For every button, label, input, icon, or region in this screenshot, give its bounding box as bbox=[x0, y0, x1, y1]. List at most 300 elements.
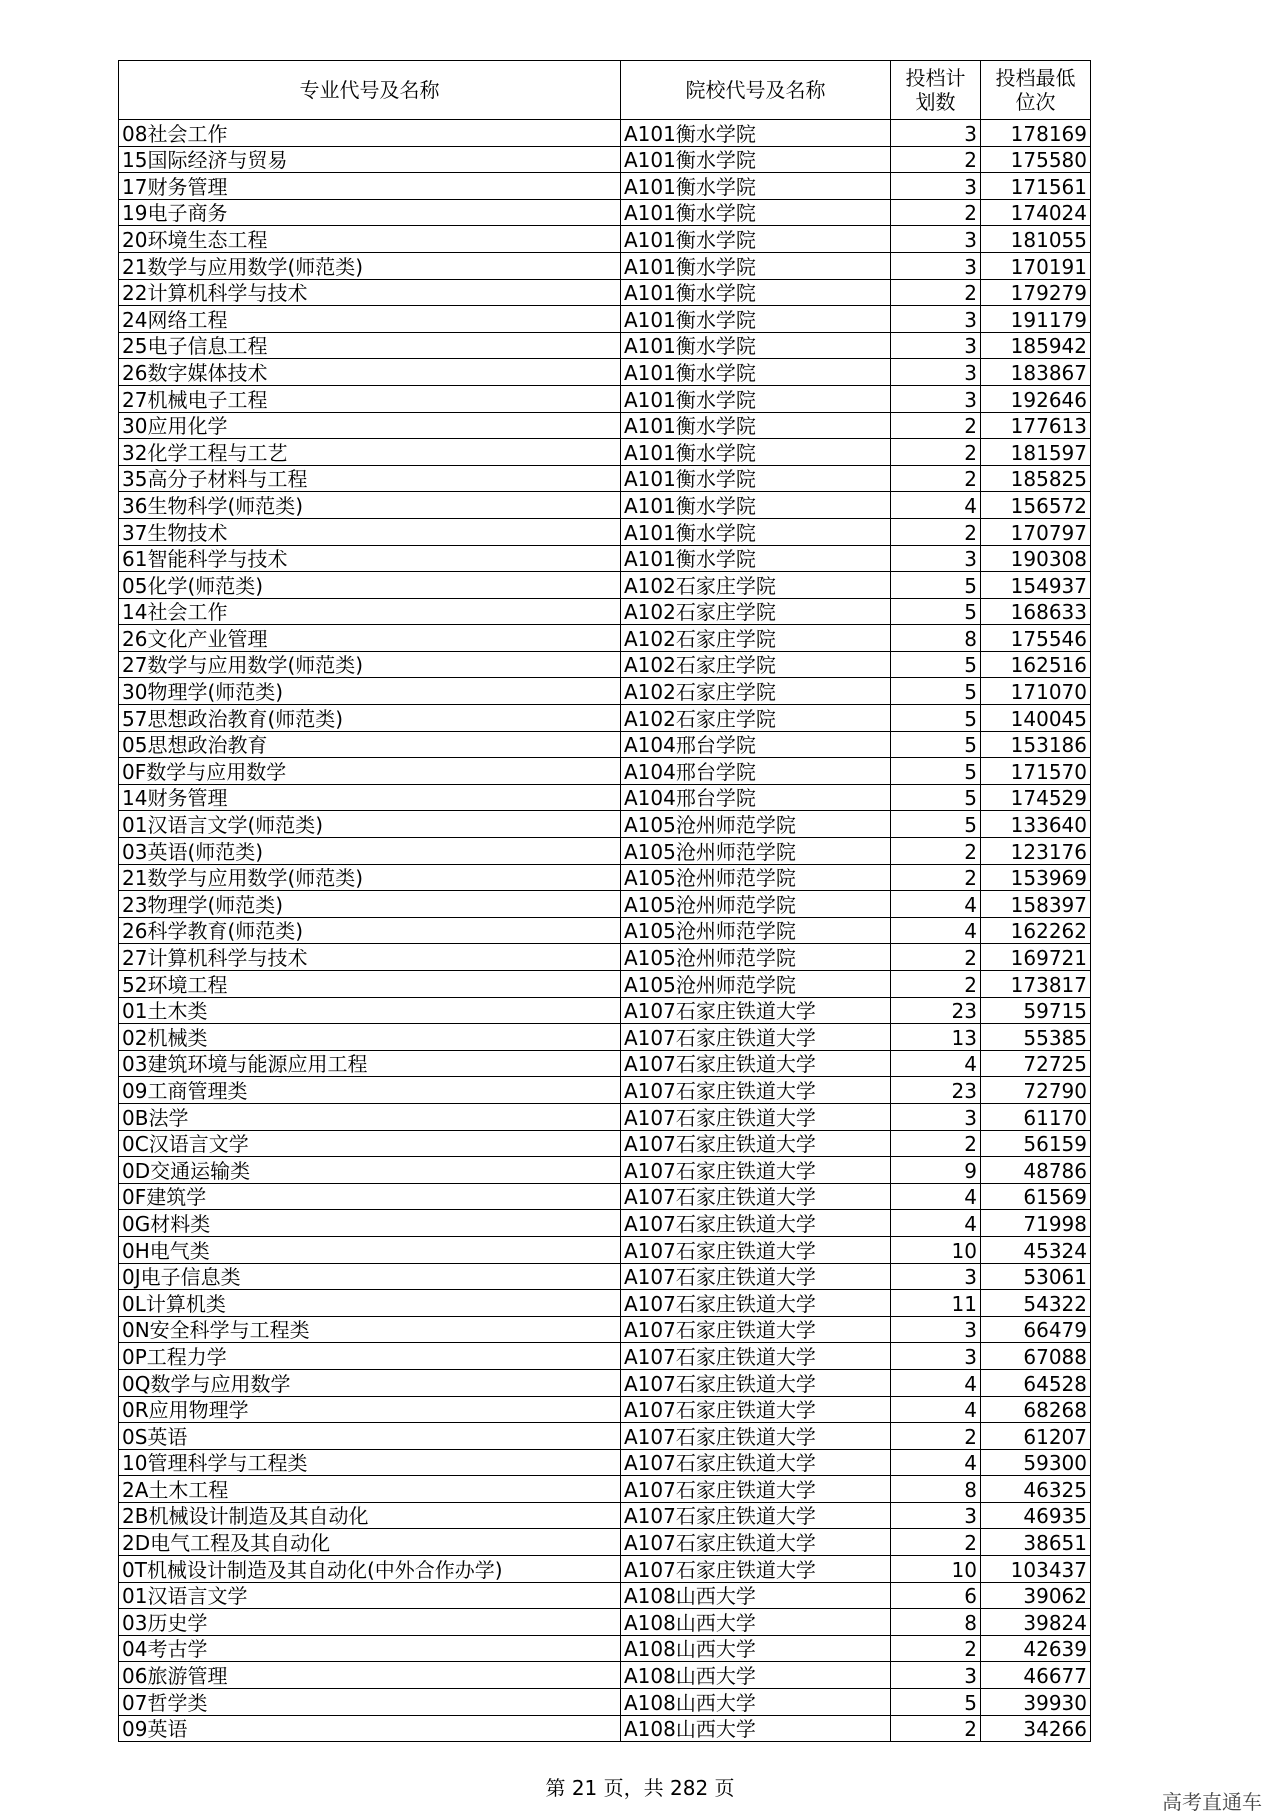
cell-min-rank: 158397 bbox=[981, 891, 1091, 918]
cell-major: 27数学与应用数学(师范类) bbox=[119, 651, 621, 678]
cell-plan-count: 2 bbox=[891, 944, 981, 971]
cell-school: A101衡水学院 bbox=[621, 199, 891, 226]
cell-plan-count: 2 bbox=[891, 1715, 981, 1742]
cell-min-rank: 185825 bbox=[981, 465, 1091, 492]
cell-min-rank: 46677 bbox=[981, 1662, 1091, 1689]
cell-major: 17财务管理 bbox=[119, 173, 621, 200]
cell-major: 01土木类 bbox=[119, 997, 621, 1024]
cell-major: 10管理科学与工程类 bbox=[119, 1449, 621, 1476]
cell-min-rank: 68268 bbox=[981, 1396, 1091, 1423]
cell-plan-count: 2 bbox=[891, 1529, 981, 1556]
cell-school: A104邢台学院 bbox=[621, 758, 891, 785]
header-plan-count bbox=[891, 61, 981, 120]
cell-school: A107石家庄铁道大学 bbox=[621, 1423, 891, 1450]
table-row bbox=[119, 120, 1091, 147]
cell-major: 2D电气工程及其自动化 bbox=[119, 1529, 621, 1556]
cell-school: A102石家庄学院 bbox=[621, 572, 891, 599]
cell-school: A101衡水学院 bbox=[621, 545, 891, 572]
cell-school: A107石家庄铁道大学 bbox=[621, 1157, 891, 1184]
cell-major: 05化学(师范类) bbox=[119, 572, 621, 599]
cell-min-rank: 177613 bbox=[981, 412, 1091, 439]
cell-min-rank: 181597 bbox=[981, 439, 1091, 466]
cell-school: A107石家庄铁道大学 bbox=[621, 1050, 891, 1077]
table-row bbox=[119, 332, 1091, 359]
cell-plan-count: 4 bbox=[891, 891, 981, 918]
cell-major: 03历史学 bbox=[119, 1609, 621, 1636]
cell-school: A101衡水学院 bbox=[621, 120, 891, 147]
cell-major: 0C汉语言文学 bbox=[119, 1130, 621, 1157]
admission-table-container bbox=[118, 60, 1090, 1742]
cell-plan-count: 4 bbox=[891, 1449, 981, 1476]
cell-plan-count: 5 bbox=[891, 811, 981, 838]
cell-plan-count: 3 bbox=[891, 1662, 981, 1689]
table-row bbox=[119, 1077, 1091, 1104]
cell-min-rank: 66479 bbox=[981, 1316, 1091, 1343]
cell-school: A108山西大学 bbox=[621, 1609, 891, 1636]
table-row bbox=[119, 678, 1091, 705]
table-row bbox=[119, 1556, 1091, 1583]
cell-min-rank: 154937 bbox=[981, 572, 1091, 599]
cell-school: A104邢台学院 bbox=[621, 784, 891, 811]
cell-min-rank: 181055 bbox=[981, 226, 1091, 253]
table-row bbox=[119, 1609, 1091, 1636]
cell-min-rank: 153186 bbox=[981, 731, 1091, 758]
cell-major: 06旅游管理 bbox=[119, 1662, 621, 1689]
cell-major: 09工商管理类 bbox=[119, 1077, 621, 1104]
table-row bbox=[119, 359, 1091, 386]
cell-major: 0R应用物理学 bbox=[119, 1396, 621, 1423]
cell-major: 07哲学类 bbox=[119, 1689, 621, 1716]
cell-min-rank: 56159 bbox=[981, 1130, 1091, 1157]
cell-major: 0N安全科学与工程类 bbox=[119, 1316, 621, 1343]
cell-school: A108山西大学 bbox=[621, 1689, 891, 1716]
cell-major: 21数学与应用数学(师范类) bbox=[119, 864, 621, 891]
cell-school: A107石家庄铁道大学 bbox=[621, 1529, 891, 1556]
cell-plan-count: 2 bbox=[891, 1635, 981, 1662]
cell-min-rank: 61569 bbox=[981, 1183, 1091, 1210]
cell-plan-count: 2 bbox=[891, 518, 981, 545]
cell-school: A102石家庄学院 bbox=[621, 705, 891, 732]
cell-school: A101衡水学院 bbox=[621, 412, 891, 439]
cell-major: 09英语 bbox=[119, 1715, 621, 1742]
cell-min-rank: 162262 bbox=[981, 917, 1091, 944]
header-min-rank-label: 投档最低 位次 bbox=[995, 66, 1076, 114]
cell-major: 0D交通运输类 bbox=[119, 1157, 621, 1184]
cell-min-rank: 71998 bbox=[981, 1210, 1091, 1237]
cell-school: A108山西大学 bbox=[621, 1635, 891, 1662]
cell-school: A101衡水学院 bbox=[621, 226, 891, 253]
cell-school: A102石家庄学院 bbox=[621, 598, 891, 625]
cell-min-rank: 48786 bbox=[981, 1157, 1091, 1184]
cell-major: 0H电气类 bbox=[119, 1236, 621, 1263]
table-row bbox=[119, 1715, 1091, 1742]
cell-plan-count: 3 bbox=[891, 226, 981, 253]
table-row bbox=[119, 279, 1091, 306]
cell-major: 04考古学 bbox=[119, 1635, 621, 1662]
cell-min-rank: 175546 bbox=[981, 625, 1091, 652]
table-row bbox=[119, 1449, 1091, 1476]
cell-major: 35高分子材料与工程 bbox=[119, 465, 621, 492]
cell-min-rank: 61170 bbox=[981, 1103, 1091, 1130]
table-row bbox=[119, 1476, 1091, 1503]
cell-major: 02机械类 bbox=[119, 1024, 621, 1051]
cell-major: 26文化产业管理 bbox=[119, 625, 621, 652]
cell-major: 0J电子信息类 bbox=[119, 1263, 621, 1290]
table-row bbox=[119, 385, 1091, 412]
table-row bbox=[119, 1635, 1091, 1662]
cell-plan-count: 4 bbox=[891, 1369, 981, 1396]
cell-plan-count: 3 bbox=[891, 545, 981, 572]
cell-plan-count: 2 bbox=[891, 971, 981, 998]
cell-min-rank: 174024 bbox=[981, 199, 1091, 226]
cell-plan-count: 4 bbox=[891, 1183, 981, 1210]
cell-school: A107石家庄铁道大学 bbox=[621, 1183, 891, 1210]
cell-min-rank: 191179 bbox=[981, 306, 1091, 333]
cell-plan-count: 5 bbox=[891, 705, 981, 732]
cell-major: 30应用化学 bbox=[119, 412, 621, 439]
header-school: 院校代号及名称 bbox=[621, 61, 891, 120]
table-row bbox=[119, 1529, 1091, 1556]
table-row bbox=[119, 971, 1091, 998]
cell-major: 01汉语言文学(师范类) bbox=[119, 811, 621, 838]
cell-school: A101衡水学院 bbox=[621, 173, 891, 200]
table-row bbox=[119, 1103, 1091, 1130]
cell-plan-count: 13 bbox=[891, 1024, 981, 1051]
cell-school: A101衡水学院 bbox=[621, 518, 891, 545]
cell-major: 0Q数学与应用数学 bbox=[119, 1369, 621, 1396]
cell-plan-count: 10 bbox=[891, 1236, 981, 1263]
cell-min-rank: 175580 bbox=[981, 146, 1091, 173]
table-row bbox=[119, 1316, 1091, 1343]
cell-school: A107石家庄铁道大学 bbox=[621, 1316, 891, 1343]
cell-school: A105沧州师范学院 bbox=[621, 944, 891, 971]
cell-major: 27计算机科学与技术 bbox=[119, 944, 621, 971]
cell-major: 23物理学(师范类) bbox=[119, 891, 621, 918]
cell-min-rank: 170797 bbox=[981, 518, 1091, 545]
cell-plan-count: 4 bbox=[891, 917, 981, 944]
cell-school: A107石家庄铁道大学 bbox=[621, 997, 891, 1024]
cell-min-rank: 168633 bbox=[981, 598, 1091, 625]
cell-school: A108山西大学 bbox=[621, 1662, 891, 1689]
cell-major: 03建筑环境与能源应用工程 bbox=[119, 1050, 621, 1077]
cell-min-rank: 53061 bbox=[981, 1263, 1091, 1290]
cell-min-rank: 171570 bbox=[981, 758, 1091, 785]
table-row bbox=[119, 226, 1091, 253]
cell-min-rank: 192646 bbox=[981, 385, 1091, 412]
cell-school: A102石家庄学院 bbox=[621, 625, 891, 652]
table-row bbox=[119, 1263, 1091, 1290]
cell-plan-count: 3 bbox=[891, 385, 981, 412]
cell-plan-count: 2 bbox=[891, 838, 981, 865]
cell-school: A102石家庄学院 bbox=[621, 651, 891, 678]
table-row bbox=[119, 1183, 1091, 1210]
cell-min-rank: 183867 bbox=[981, 359, 1091, 386]
table-row bbox=[119, 651, 1091, 678]
cell-major: 08社会工作 bbox=[119, 120, 621, 147]
cell-plan-count: 5 bbox=[891, 731, 981, 758]
cell-plan-count: 5 bbox=[891, 598, 981, 625]
cell-major: 25电子信息工程 bbox=[119, 332, 621, 359]
cell-school: A107石家庄铁道大学 bbox=[621, 1103, 891, 1130]
cell-plan-count: 8 bbox=[891, 1476, 981, 1503]
cell-min-rank: 123176 bbox=[981, 838, 1091, 865]
cell-min-rank: 34266 bbox=[981, 1715, 1091, 1742]
cell-plan-count: 2 bbox=[891, 465, 981, 492]
table-row bbox=[119, 811, 1091, 838]
cell-school: A101衡水学院 bbox=[621, 492, 891, 519]
cell-plan-count: 2 bbox=[891, 412, 981, 439]
cell-min-rank: 72725 bbox=[981, 1050, 1091, 1077]
cell-min-rank: 59300 bbox=[981, 1449, 1091, 1476]
table-row bbox=[119, 1423, 1091, 1450]
cell-min-rank: 103437 bbox=[981, 1556, 1091, 1583]
cell-plan-count: 4 bbox=[891, 492, 981, 519]
table-row bbox=[119, 1689, 1091, 1716]
cell-min-rank: 173817 bbox=[981, 971, 1091, 998]
cell-plan-count: 3 bbox=[891, 173, 981, 200]
cell-major: 01汉语言文学 bbox=[119, 1582, 621, 1609]
table-row bbox=[119, 518, 1091, 545]
cell-school: A105沧州师范学院 bbox=[621, 891, 891, 918]
watermark-text: 高考直通车 bbox=[1162, 1790, 1262, 1814]
cell-major: 0G材料类 bbox=[119, 1210, 621, 1237]
page-number: 第 21 页，共 282 页 bbox=[545, 1776, 735, 1800]
cell-min-rank: 59715 bbox=[981, 997, 1091, 1024]
cell-school: A107石家庄铁道大学 bbox=[621, 1396, 891, 1423]
cell-min-rank: 178169 bbox=[981, 120, 1091, 147]
cell-plan-count: 9 bbox=[891, 1157, 981, 1184]
cell-major: 22计算机科学与技术 bbox=[119, 279, 621, 306]
cell-major: 19电子商务 bbox=[119, 199, 621, 226]
cell-school: A101衡水学院 bbox=[621, 385, 891, 412]
cell-school: A101衡水学院 bbox=[621, 252, 891, 279]
cell-school: A101衡水学院 bbox=[621, 306, 891, 333]
table-body bbox=[119, 120, 1091, 1742]
cell-min-rank: 39824 bbox=[981, 1609, 1091, 1636]
cell-plan-count: 2 bbox=[891, 279, 981, 306]
table-row bbox=[119, 731, 1091, 758]
cell-school: A107石家庄铁道大学 bbox=[621, 1290, 891, 1317]
table-row bbox=[119, 146, 1091, 173]
cell-school: A105沧州师范学院 bbox=[621, 838, 891, 865]
cell-major: 27机械电子工程 bbox=[119, 385, 621, 412]
cell-major: 0P工程力学 bbox=[119, 1343, 621, 1370]
cell-plan-count: 5 bbox=[891, 678, 981, 705]
cell-major: 0F数学与应用数学 bbox=[119, 758, 621, 785]
cell-major: 05思想政治教育 bbox=[119, 731, 621, 758]
cell-school: A107石家庄铁道大学 bbox=[621, 1343, 891, 1370]
cell-plan-count: 3 bbox=[891, 252, 981, 279]
cell-plan-count: 11 bbox=[891, 1290, 981, 1317]
table-row bbox=[119, 1210, 1091, 1237]
cell-min-rank: 153969 bbox=[981, 864, 1091, 891]
cell-min-rank: 55385 bbox=[981, 1024, 1091, 1051]
cell-major: 20环境生态工程 bbox=[119, 226, 621, 253]
cell-min-rank: 42639 bbox=[981, 1635, 1091, 1662]
cell-plan-count: 8 bbox=[891, 625, 981, 652]
header-major: 专业代号及名称 bbox=[119, 61, 621, 120]
cell-school: A101衡水学院 bbox=[621, 465, 891, 492]
table-row bbox=[119, 1290, 1091, 1317]
table-row bbox=[119, 1369, 1091, 1396]
header-plan-count-label: 投档计 划数 bbox=[905, 66, 966, 114]
table-row bbox=[119, 864, 1091, 891]
cell-min-rank: 61207 bbox=[981, 1423, 1091, 1450]
table-row bbox=[119, 838, 1091, 865]
cell-school: A101衡水学院 bbox=[621, 359, 891, 386]
cell-major: 2B机械设计制造及其自动化 bbox=[119, 1502, 621, 1529]
cell-school: A104邢台学院 bbox=[621, 731, 891, 758]
table-row bbox=[119, 1157, 1091, 1184]
cell-min-rank: 64528 bbox=[981, 1369, 1091, 1396]
cell-plan-count: 23 bbox=[891, 1077, 981, 1104]
cell-school: A107石家庄铁道大学 bbox=[621, 1236, 891, 1263]
cell-school: A101衡水学院 bbox=[621, 439, 891, 466]
cell-plan-count: 2 bbox=[891, 1423, 981, 1450]
cell-school: A108山西大学 bbox=[621, 1582, 891, 1609]
cell-school: A107石家庄铁道大学 bbox=[621, 1130, 891, 1157]
cell-plan-count: 2 bbox=[891, 199, 981, 226]
cell-plan-count: 4 bbox=[891, 1050, 981, 1077]
cell-plan-count: 2 bbox=[891, 864, 981, 891]
cell-major: 0S英语 bbox=[119, 1423, 621, 1450]
table-row bbox=[119, 1343, 1091, 1370]
cell-major: 26数字媒体技术 bbox=[119, 359, 621, 386]
cell-plan-count: 4 bbox=[891, 1210, 981, 1237]
cell-school: A101衡水学院 bbox=[621, 279, 891, 306]
cell-plan-count: 3 bbox=[891, 1502, 981, 1529]
cell-school: A107石家庄铁道大学 bbox=[621, 1210, 891, 1237]
cell-plan-count: 5 bbox=[891, 784, 981, 811]
cell-school: A107石家庄铁道大学 bbox=[621, 1077, 891, 1104]
cell-plan-count: 5 bbox=[891, 758, 981, 785]
cell-major: 52环境工程 bbox=[119, 971, 621, 998]
table-header-row bbox=[119, 61, 1091, 120]
cell-plan-count: 3 bbox=[891, 1263, 981, 1290]
table-row bbox=[119, 1662, 1091, 1689]
table-row bbox=[119, 199, 1091, 226]
table-row bbox=[119, 891, 1091, 918]
cell-plan-count: 3 bbox=[891, 306, 981, 333]
cell-major: 0L计算机类 bbox=[119, 1290, 621, 1317]
cell-plan-count: 5 bbox=[891, 572, 981, 599]
cell-plan-count: 3 bbox=[891, 1316, 981, 1343]
table-row bbox=[119, 492, 1091, 519]
cell-school: A108山西大学 bbox=[621, 1715, 891, 1742]
table-row bbox=[119, 306, 1091, 333]
cell-plan-count: 8 bbox=[891, 1609, 981, 1636]
table-row bbox=[119, 545, 1091, 572]
table-row bbox=[119, 1502, 1091, 1529]
cell-school: A102石家庄学院 bbox=[621, 678, 891, 705]
cell-min-rank: 169721 bbox=[981, 944, 1091, 971]
cell-school: A107石家庄铁道大学 bbox=[621, 1369, 891, 1396]
cell-school: A107石家庄铁道大学 bbox=[621, 1476, 891, 1503]
cell-plan-count: 3 bbox=[891, 1343, 981, 1370]
cell-school: A105沧州师范学院 bbox=[621, 917, 891, 944]
table-row bbox=[119, 784, 1091, 811]
cell-major: 37生物技术 bbox=[119, 518, 621, 545]
cell-major: 61智能科学与技术 bbox=[119, 545, 621, 572]
table-row bbox=[119, 944, 1091, 971]
table-row bbox=[119, 173, 1091, 200]
table-row bbox=[119, 758, 1091, 785]
cell-major: 2A土木工程 bbox=[119, 1476, 621, 1503]
cell-min-rank: 38651 bbox=[981, 1529, 1091, 1556]
cell-plan-count: 3 bbox=[891, 1103, 981, 1130]
table-row bbox=[119, 1050, 1091, 1077]
cell-school: A107石家庄铁道大学 bbox=[621, 1263, 891, 1290]
cell-major: 21数学与应用数学(师范类) bbox=[119, 252, 621, 279]
cell-major: 14社会工作 bbox=[119, 598, 621, 625]
cell-major: 15国际经济与贸易 bbox=[119, 146, 621, 173]
cell-plan-count: 2 bbox=[891, 439, 981, 466]
cell-plan-count: 3 bbox=[891, 359, 981, 386]
table-row bbox=[119, 252, 1091, 279]
cell-major: 0T机械设计制造及其自动化(中外合作办学) bbox=[119, 1556, 621, 1583]
cell-plan-count: 3 bbox=[891, 332, 981, 359]
table-row bbox=[119, 412, 1091, 439]
cell-major: 14财务管理 bbox=[119, 784, 621, 811]
cell-major: 36生物科学(师范类) bbox=[119, 492, 621, 519]
cell-school: A101衡水学院 bbox=[621, 332, 891, 359]
header-min-rank bbox=[981, 61, 1091, 120]
cell-major: 03英语(师范类) bbox=[119, 838, 621, 865]
cell-school: A105沧州师范学院 bbox=[621, 971, 891, 998]
cell-min-rank: 46935 bbox=[981, 1502, 1091, 1529]
table-row bbox=[119, 1396, 1091, 1423]
cell-major: 57思想政治教育(师范类) bbox=[119, 705, 621, 732]
cell-major: 26科学教育(师范类) bbox=[119, 917, 621, 944]
table-row bbox=[119, 1024, 1091, 1051]
cell-school: A107石家庄铁道大学 bbox=[621, 1556, 891, 1583]
cell-major: 32化学工程与工艺 bbox=[119, 439, 621, 466]
cell-school: A105沧州师范学院 bbox=[621, 811, 891, 838]
cell-major: 24网络工程 bbox=[119, 306, 621, 333]
admission-table bbox=[118, 60, 1091, 1742]
cell-min-rank: 190308 bbox=[981, 545, 1091, 572]
cell-school: A107石家庄铁道大学 bbox=[621, 1024, 891, 1051]
table-row bbox=[119, 1582, 1091, 1609]
table-row bbox=[119, 572, 1091, 599]
cell-min-rank: 133640 bbox=[981, 811, 1091, 838]
cell-plan-count: 5 bbox=[891, 1689, 981, 1716]
cell-min-rank: 179279 bbox=[981, 279, 1091, 306]
table-row bbox=[119, 917, 1091, 944]
cell-school: A107石家庄铁道大学 bbox=[621, 1449, 891, 1476]
cell-min-rank: 162516 bbox=[981, 651, 1091, 678]
cell-plan-count: 2 bbox=[891, 146, 981, 173]
table-row bbox=[119, 598, 1091, 625]
table-row bbox=[119, 625, 1091, 652]
cell-min-rank: 46325 bbox=[981, 1476, 1091, 1503]
table-row bbox=[119, 997, 1091, 1024]
cell-plan-count: 2 bbox=[891, 1130, 981, 1157]
cell-min-rank: 39062 bbox=[981, 1582, 1091, 1609]
cell-school: A107石家庄铁道大学 bbox=[621, 1502, 891, 1529]
table-row bbox=[119, 439, 1091, 466]
cell-plan-count: 23 bbox=[891, 997, 981, 1024]
cell-min-rank: 156572 bbox=[981, 492, 1091, 519]
table-row bbox=[119, 1130, 1091, 1157]
cell-plan-count: 10 bbox=[891, 1556, 981, 1583]
cell-major: 0F建筑学 bbox=[119, 1183, 621, 1210]
cell-school: A101衡水学院 bbox=[621, 146, 891, 173]
cell-plan-count: 6 bbox=[891, 1582, 981, 1609]
cell-plan-count: 3 bbox=[891, 120, 981, 147]
cell-min-rank: 67088 bbox=[981, 1343, 1091, 1370]
table-row bbox=[119, 705, 1091, 732]
